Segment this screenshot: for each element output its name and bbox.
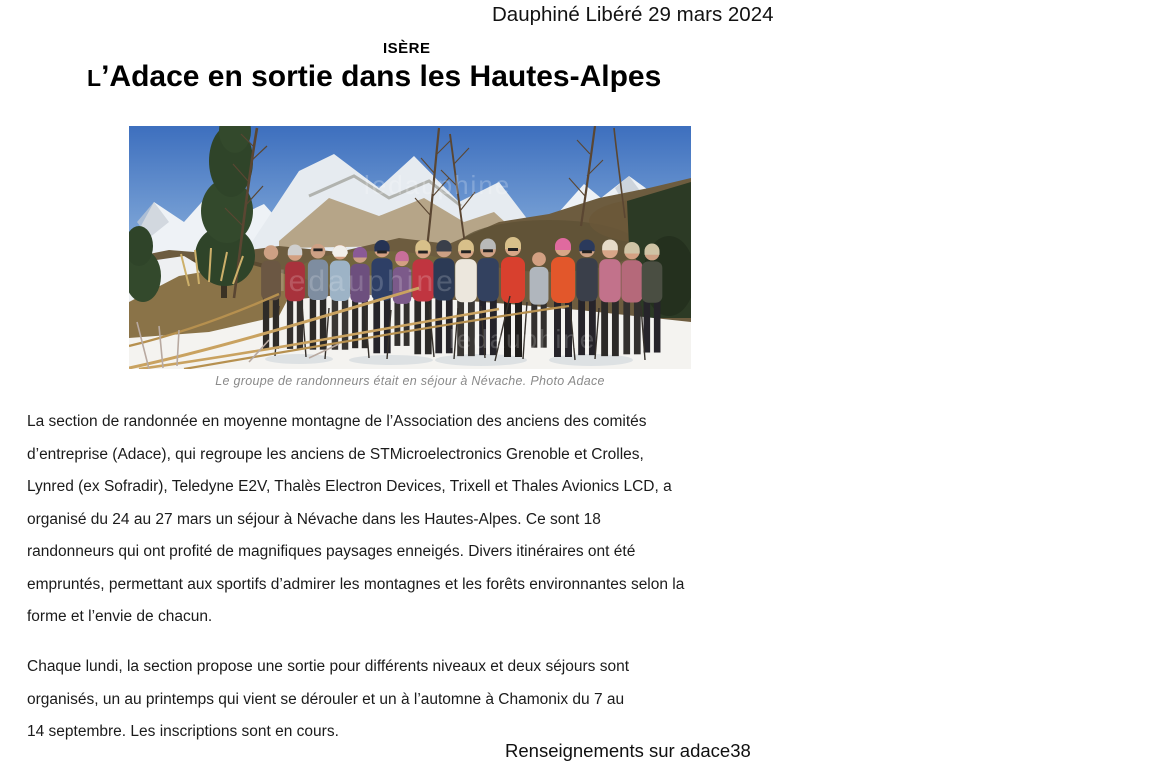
body-line: empruntés, permettant aux sportifs d’admirer les montagnes et les forêts environnantes selon la [27, 575, 685, 593]
article-headline [87, 60, 661, 94]
body-paragraph-2 [27, 651, 827, 749]
body-line: randonneurs qui ont profité de magnifiques paysages enneigés. Divers itinéraires ont été [27, 543, 636, 560]
photo-watermark: ledauphine [449, 324, 597, 354]
section-kicker: ISÈRE [383, 40, 431, 57]
photo-caption: Le groupe de randonneurs était en séjour à Névache. Photo Adace [215, 374, 605, 388]
masthead-date: Dauphiné Libéré 29 mars 2024 [492, 3, 774, 26]
footer-note: Renseignements sur adace38 [505, 740, 751, 761]
headline-lead-letter: L [87, 65, 102, 91]
headline-rest: ’Adace en sortie dans les Hautes-Alpes [101, 60, 662, 93]
photo-illustration [129, 126, 691, 369]
body-line: Chaque lundi, la section propose une sortie pour différents niveaux et deux séjours sont [27, 658, 630, 675]
body-line: 14 septembre. Les inscriptions sont en cours. [27, 723, 339, 740]
photo-watermark: ledauphine [279, 265, 456, 298]
body-line: d’entreprise (Adace), qui regroupe les anciens de STMicroelectronics Grenoble et Crolles, [27, 445, 644, 463]
article-photo [129, 126, 691, 369]
body-line: organisé du 24 au 27 mars un séjour à Névache dans les Hautes-Alpes. Ce sont 18 [27, 510, 601, 528]
body-line: La section de randonnée en moyenne montagne de l’Association des anciens des comités [27, 413, 647, 430]
body-paragraph-1 [27, 406, 827, 634]
body-line: organisés, un au printemps qui vient se dérouler et un à l’automne à Chamonix du 7 au [27, 690, 625, 708]
photo-watermark: ledauphine [364, 170, 512, 200]
body-line: Lynred (ex Sofradir), Teledyne E2V, Thalès Electron Devices, Trixell et Thales Avionics LCD, a [27, 478, 672, 495]
body-line: forme et l’envie de chacun. [27, 608, 213, 625]
